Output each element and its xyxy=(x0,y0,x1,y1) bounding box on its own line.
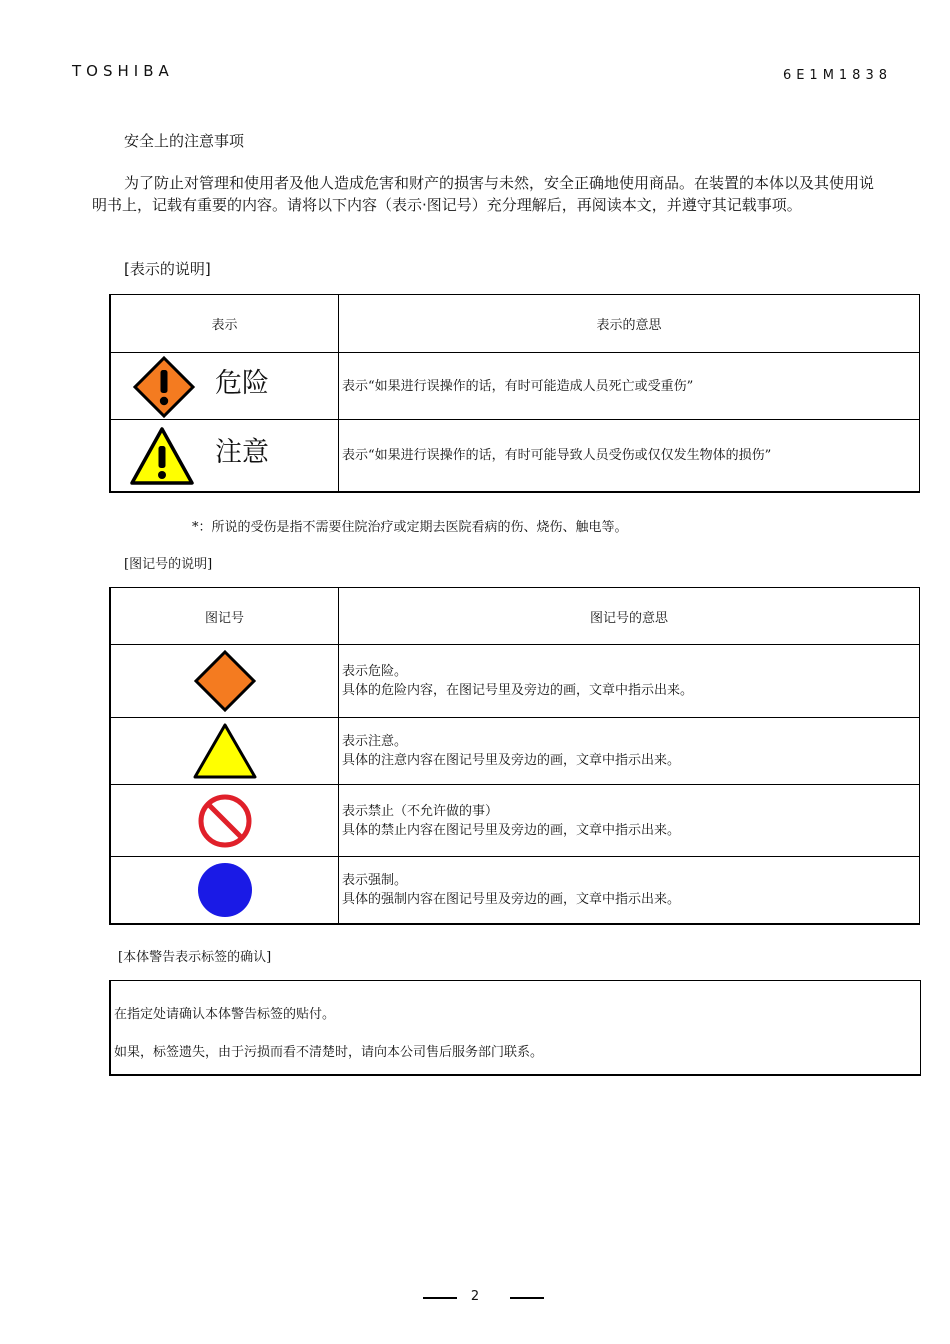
section-title: 安全上的注意事项 xyxy=(124,132,245,150)
caution-description: 表示“如果进行误操作的话，有时可能导致人员受伤或仅仅发生物体的损伤” xyxy=(339,420,920,492)
header-cell-symbol-meaning: 图记号的意思 xyxy=(339,588,920,645)
table-row xyxy=(110,785,920,857)
document-number: 6E1M1838 xyxy=(782,68,892,83)
symbol-description xyxy=(339,857,920,924)
symbol-description-line2: 具体的危险内容，在图记号里及旁边的画，文章中指示出来。 xyxy=(342,683,694,698)
table-header-row xyxy=(110,295,920,353)
symbol-description xyxy=(339,718,920,785)
danger-label-cell xyxy=(110,353,339,420)
danger-label: 危险 xyxy=(215,368,269,399)
symbol-description-line2: 具体的注意内容在图记号里及旁边的画，文章中指示出来。 xyxy=(342,753,681,768)
symbol-description-line1: 表示注意。 xyxy=(342,734,408,749)
caution-label: 注意 xyxy=(215,437,269,468)
brand-logo: TOSHIBA xyxy=(72,62,174,80)
symbol-description-line1: 表示危险。 xyxy=(342,664,408,679)
symbol-description-line2: 具体的强制内容在图记号里及旁边的画，文章中指示出来。 xyxy=(342,891,681,907)
table-row xyxy=(110,718,920,785)
label-section-heading: [本体警告表示标签的确认] xyxy=(118,950,272,965)
orange-diamond-icon xyxy=(194,650,256,712)
label-instruction-line1: 在指定处请确认本体警告标签的贴付。 xyxy=(114,1007,336,1022)
injury-note: *：所说的受伤是指不需要住院治疗或定期去医院看病的伤、烧伤、触电等。 xyxy=(192,520,628,535)
intro-paragraph: 为了防止对管理和使用者及他人造成危害和财产的损害与未然，安全正确地使用商品。在装置的本体以及其使用说明书上，记载有重要的内容。请将以下内容（表示·图记号）充分理解后，再阅读本文，并遵守其记载事项。 xyxy=(92,174,875,214)
symbol-description-line1: 表示强制。 xyxy=(342,872,408,888)
label-instruction-line2: 如果，标签遗失，由于污损而看不清楚时，请向本公司售后服务部门联系。 xyxy=(114,1045,544,1060)
caution-label-cell xyxy=(110,420,339,492)
page-number: 2 xyxy=(470,1289,480,1304)
display-table xyxy=(109,294,920,493)
symbol-description-line2: 具体的禁止内容在图记号里及旁边的画，文章中指示出来。 xyxy=(342,822,681,838)
caution-triangle-icon xyxy=(129,426,195,486)
symbol-description xyxy=(339,785,920,857)
label-confirmation-box xyxy=(109,980,921,1076)
yellow-triangle-icon xyxy=(192,722,258,780)
table-row xyxy=(110,353,920,420)
blue-circle-icon xyxy=(196,861,254,919)
symbol-description-line1: 表示禁止（不允许做的事） xyxy=(342,803,499,819)
table-row xyxy=(110,857,920,924)
prohibition-circle-icon xyxy=(196,792,254,850)
header-cell-symbol: 图记号 xyxy=(110,588,339,645)
symbol-section-heading: [图记号的说明] xyxy=(124,557,213,572)
symbol-cell xyxy=(110,785,339,857)
danger-description: 表示“如果进行误操作的话，有时可能造成人员死亡或受重伤” xyxy=(339,353,920,420)
symbol-description xyxy=(339,645,920,718)
symbol-cell xyxy=(110,857,339,924)
display-section-heading: [表示的说明] xyxy=(124,260,211,278)
danger-diamond-icon xyxy=(133,356,195,418)
table-header-row xyxy=(110,588,920,645)
header-cell-meaning: 表示的意思 xyxy=(339,295,920,353)
table-row xyxy=(110,645,920,718)
table-row xyxy=(110,420,920,492)
symbol-cell xyxy=(110,718,339,785)
page-number-rule-right xyxy=(510,1297,544,1299)
symbol-table xyxy=(109,587,920,925)
header-cell-display: 表示 xyxy=(110,295,339,353)
symbol-cell xyxy=(110,645,339,718)
